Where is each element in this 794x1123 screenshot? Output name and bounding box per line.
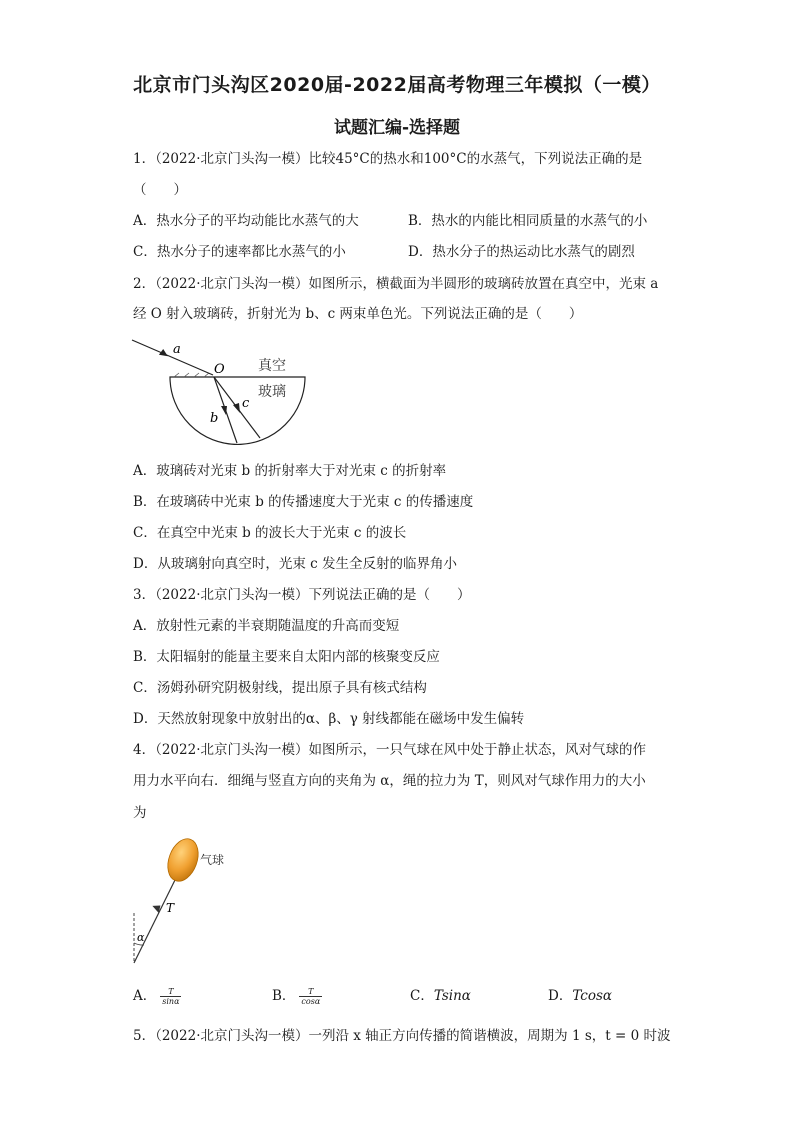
q2-option-b: B．在玻璃砖中光束 b 的传播速度大于光束 c 的传播速度 [133, 494, 474, 510]
ray-b-arrow-icon [221, 406, 227, 415]
label-t: T [166, 901, 175, 915]
q2-option-a: A．玻璃砖对光束 b 的折射率大于对光束 c 的折射率 [133, 463, 447, 479]
q4-option-d-letter: D． [548, 988, 573, 1004]
q1-option-d: D．热水分子的热运动比水蒸气的剧烈 [408, 244, 635, 260]
q4-option-a-denominator: sinα [162, 997, 180, 1006]
label-c: c [242, 396, 250, 411]
label-alpha: α [137, 931, 145, 944]
q4-option-c [410, 987, 471, 1005]
balloon-icon [162, 835, 203, 885]
q4-option-b-denominator: cosα [301, 997, 321, 1006]
label-a: a [173, 342, 181, 357]
q2-stem-line2: 经 O 射入玻璃砖，折射光为 b、c 两束单色光。下列说法正确的是（ ） [133, 306, 583, 322]
q4-option-d [548, 987, 612, 1005]
q4-option-b-fraction [299, 987, 322, 1006]
q4-option-a-letter: A． [133, 988, 157, 1004]
q4-option-c-text: Tsinα [433, 988, 471, 1004]
label-vacuum: 真空 [258, 358, 286, 374]
q4-option-d-text: Tcosα [572, 988, 613, 1004]
page-subtitle: 试题汇编-选择题 [333, 118, 461, 138]
q4-option-c-letter: C． [410, 988, 434, 1004]
balloon-string [134, 880, 175, 963]
q1-option-a: A．热水分子的平均动能比水蒸气的大 [133, 213, 359, 229]
q3-option-d: D．天然放射现象中放射出的α、β、γ 射线都能在磁场中发生偏转 [133, 711, 525, 727]
q4-option-a-numerator: T [160, 987, 181, 997]
q1-stem-line2: （ ） [133, 182, 187, 198]
label-b: b [210, 411, 219, 426]
q4-option-b-numerator: T [299, 987, 322, 997]
q1-stem-line1: 1．（2022·北京门头沟一模）比较45°C的热水和100°C的水蒸气，下列说法正确的是 [133, 151, 643, 167]
q4-option-a-fraction [160, 987, 181, 1006]
q3-option-b: B．太阳辐射的能量主要来自太阳内部的核聚变反应 [133, 649, 440, 665]
q4-option-b [272, 987, 322, 1006]
q2-stem-line1: 2．（2022·北京门头沟一模）如图所示，横截面为半圆形的玻璃砖放置在真空中，光束 a [133, 276, 659, 292]
q4-stem-line3: 为 [133, 805, 147, 821]
label-balloon: 气球 [200, 853, 225, 867]
q1-option-b: B．热水的内能比相同质量的水蒸气的小 [408, 213, 648, 229]
q4-option-b-letter: B． [272, 988, 296, 1004]
q2-option-c: C．在真空中光束 b 的波长大于光束 c 的波长 [133, 525, 407, 541]
balloon-figure [128, 835, 238, 970]
q3-option-c: C．汤姆孙研究阴极射线，提出原子具有核式结构 [133, 680, 427, 696]
glass-semicircle-figure [130, 335, 315, 445]
q4-stem-line2: 用力水平向右．细绳与竖直方向的夹角为 α，绳的拉力为 T，则风对气球作用力的大小 [133, 773, 646, 789]
q4-option-a [133, 987, 181, 1006]
page-title: 北京市门头沟区2020届-2022届高考物理三年模拟（一模） [133, 74, 661, 96]
label-o: O [214, 362, 225, 377]
q4-stem-line1: 4．（2022·北京门头沟一模）如图所示，一只气球在风中处于静止状态，风对气球的作 [133, 742, 646, 758]
surface-hatching [174, 373, 209, 377]
q1-option-c: C．热水分子的速率都比水蒸气的小 [133, 244, 346, 260]
label-glass: 玻璃 [258, 384, 286, 400]
q3-option-a: A．放射性元素的半衰期随温度的升高而变短 [133, 618, 400, 634]
q3-stem-line1: 3．（2022·北京门头沟一模）下列说法正确的是（ ） [133, 587, 471, 603]
q5-stem-line1: 5．（2022·北京门头沟一模）一列沿 x 轴正方向传播的简谐横波，周期为 1 s，t = 0 时波 [133, 1028, 671, 1044]
q2-option-d: D．从玻璃射向真空时，光束 c 发生全反射的临界角小 [133, 556, 457, 572]
